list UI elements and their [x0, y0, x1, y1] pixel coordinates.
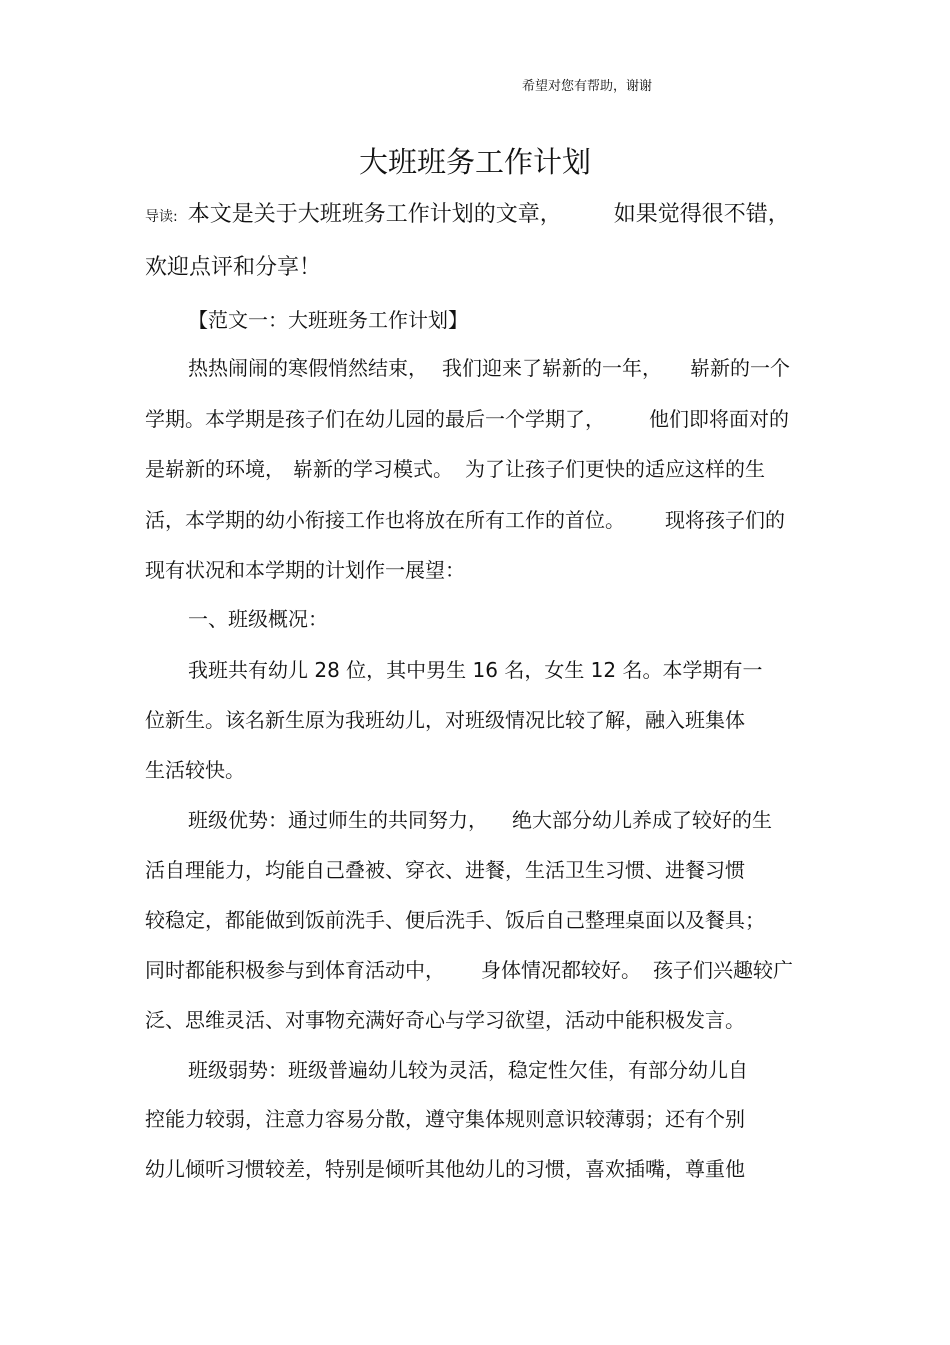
section-heading: 【范文一：大班班务工作计划】 — [188, 308, 468, 332]
paragraph-line — [145, 506, 785, 534]
text-segment: 我们迎来了崭新的一年， — [442, 356, 662, 380]
text-segment: 崭新的一个 — [690, 356, 790, 380]
paragraph-line: 生活较快。 — [145, 758, 245, 782]
document-title: 大班班务工作计划 — [358, 145, 591, 179]
text-segment: 学期。本学期是孩子们在幼儿园的最后一个学期了， — [145, 407, 605, 431]
paragraph-line — [145, 956, 793, 984]
text-segment: 绝大部分幼儿养成了较好的生 — [512, 808, 772, 832]
intro-line-1 — [145, 200, 790, 231]
paragraph-line: 活自理能力，均能自己叠被、穿衣、进餐，生活卫生习惯、进餐习惯 — [145, 858, 745, 882]
text-segment: 同时都能积极参与到体育活动中， — [145, 958, 445, 982]
paragraph-line — [145, 405, 789, 433]
text-segment: 崭新的学习模式。 — [293, 457, 453, 481]
paragraph-line: 位新生。该名新生原为我班幼儿，对班级情况比较了解，融入班集体 — [145, 708, 745, 732]
paragraph-line: 现有状况和本学期的计划作一展望： — [145, 558, 465, 582]
text-segment: 孩子们兴趣较广 — [653, 958, 793, 982]
intro-line-2: 欢迎点评和分享！ — [145, 255, 322, 280]
text-segment: 活，本学期的幼小衔接工作也将放在所有工作的首位。 — [145, 508, 625, 532]
text-segment: 班级优势：通过师生的共同努力， — [188, 808, 488, 832]
text-segment: 为了让孩子们更快的适应这样的生 — [465, 457, 765, 481]
intro-label: 导读: — [145, 209, 178, 225]
intro-text-a: 本文是关于大班班务工作计划的文章， — [187, 202, 562, 227]
paragraph-line: 我班共有幼儿 28 位，其中男生 16 名，女生 12 名。本学期有一 — [188, 658, 763, 682]
header-note: 希望对您有帮助，谢谢 — [522, 79, 653, 94]
paragraph-line: 班级弱势：班级普遍幼儿较为灵活，稳定性欠佳，有部分幼儿自 — [188, 1058, 748, 1082]
paragraph-line — [188, 354, 790, 382]
text-segment: 现将孩子们的 — [665, 508, 785, 532]
paragraph-line: 泛、思维灵活、对事物充满好奇心与学习欲望，活动中能积极发言。 — [145, 1008, 745, 1032]
paragraph-line: 幼儿倾听习惯较差，特别是倾听其他幼儿的习惯，喜欢插嘴，尊重他 — [145, 1157, 745, 1181]
text-segment: 是崭新的环境， — [145, 457, 285, 481]
paragraph-line: 控能力较弱，注意力容易分散，遵守集体规则意识较薄弱；还有个别 — [145, 1107, 745, 1131]
intro-text-b: 如果觉得很不错， — [613, 202, 790, 227]
text-segment: 热热闹闹的寒假悄然结束， — [188, 356, 428, 380]
text-segment: 他们即将面对的 — [649, 407, 789, 431]
text-segment: 身体情况都较好。 — [481, 958, 641, 982]
paragraph-line: 较稳定，都能做到饭前洗手、便后洗手、饭后自己整理桌面以及餐具； — [145, 908, 765, 932]
paragraph-line — [145, 455, 765, 483]
paragraph-line — [188, 806, 772, 834]
section-subheading: 一、班级概况： — [188, 607, 328, 631]
